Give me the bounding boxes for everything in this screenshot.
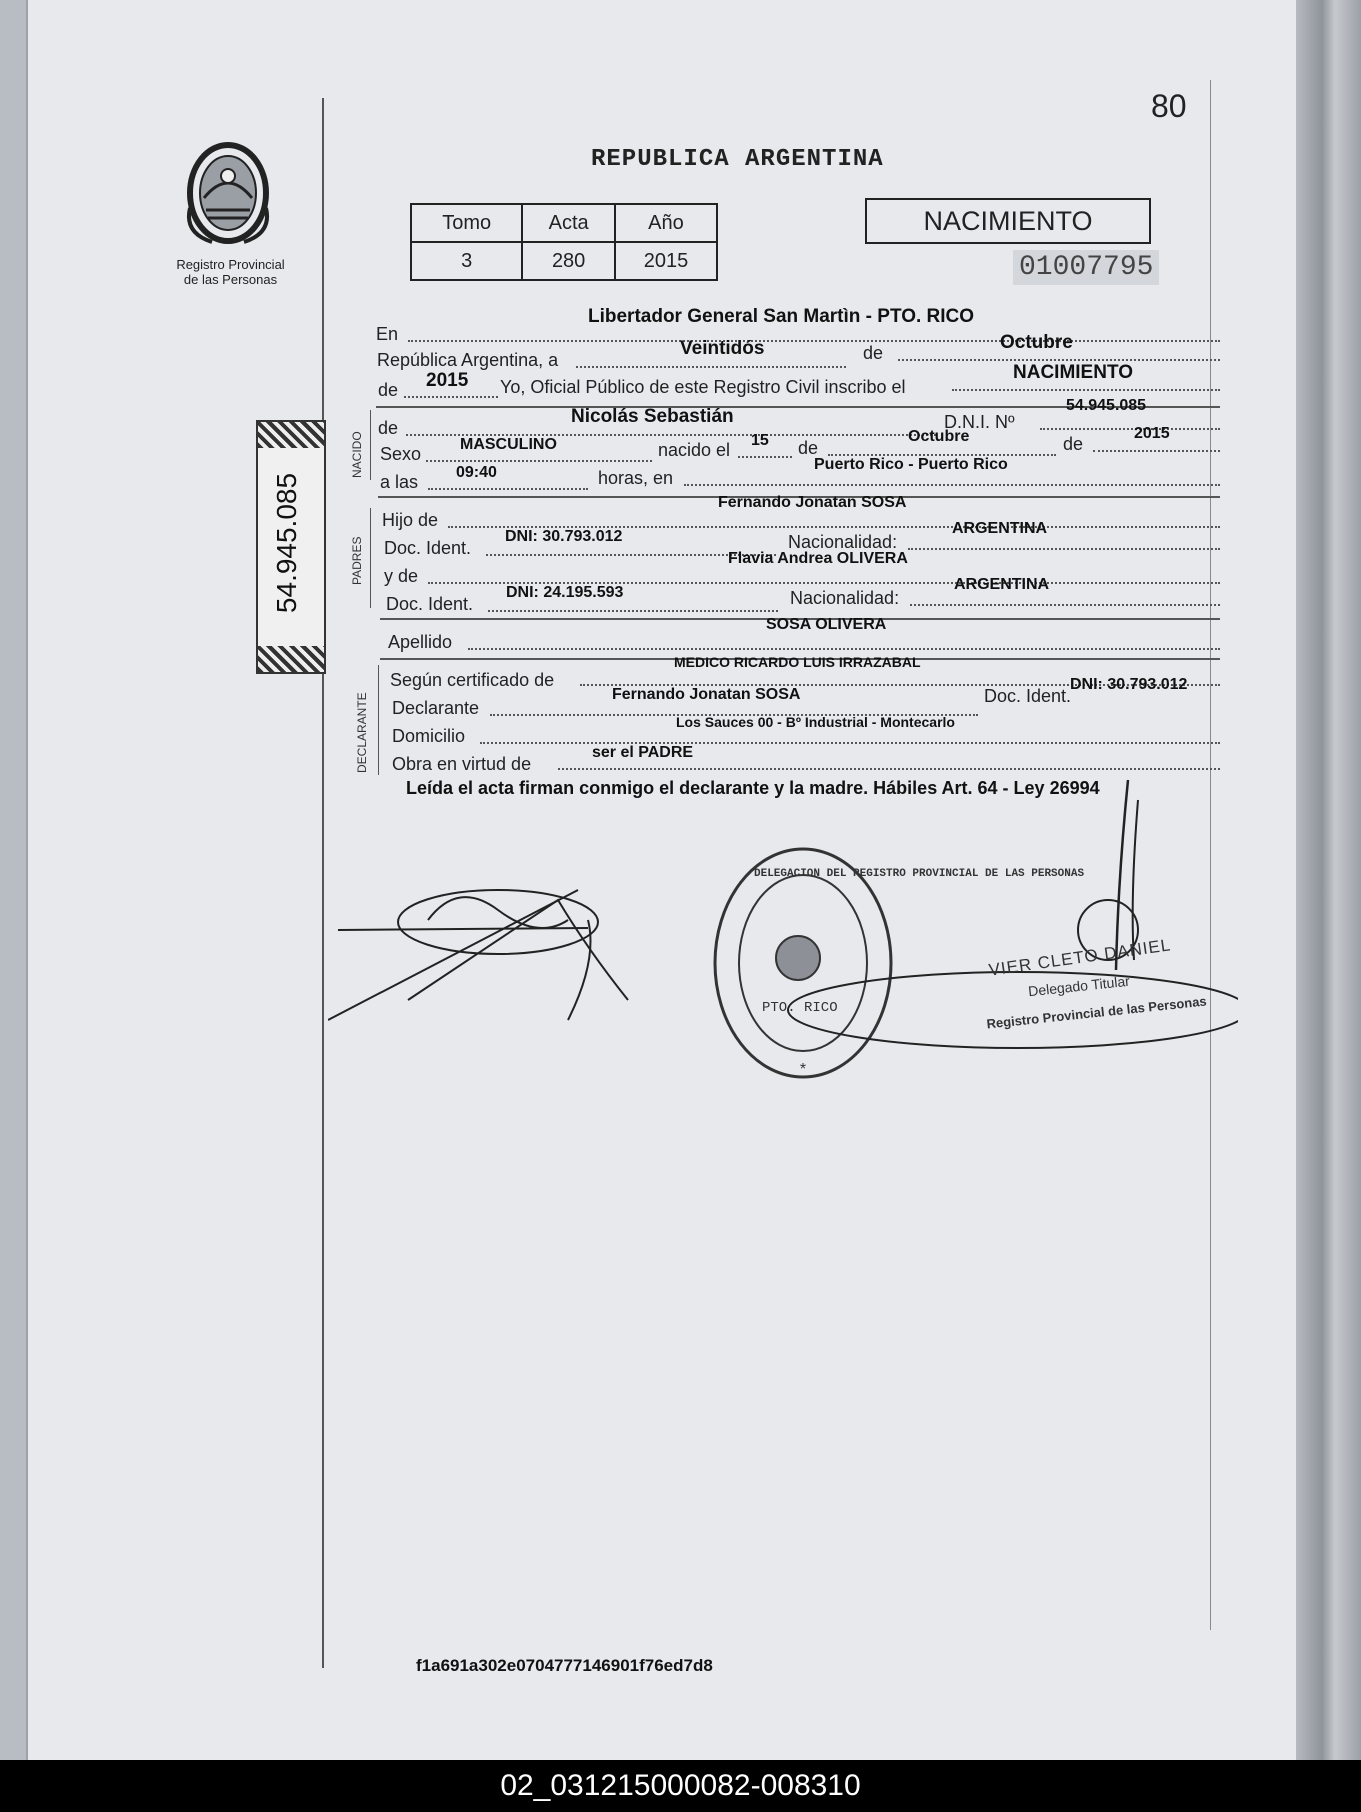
fill-line <box>1040 428 1220 430</box>
label-doc-ident-1: Doc. Ident. <box>384 538 472 558</box>
section-label-padres: PADRES <box>350 536 364 585</box>
province-coat-of-arms-icon <box>182 138 274 248</box>
fill-line <box>480 742 1220 744</box>
value-dia-nac: 15 <box>751 432 769 449</box>
value-lugar: Libertador General San Martìn - PTO. RICO <box>588 306 975 327</box>
fill-line <box>428 488 588 490</box>
fill-line <box>468 648 1220 650</box>
officer-registry: Registro Provincial de las Personas <box>985 993 1208 1032</box>
book-right-edge <box>1296 0 1361 1760</box>
label-republica: República Argentina, a <box>377 350 559 370</box>
book-binding-edge <box>0 0 26 1760</box>
svg-text:*: * <box>799 1061 807 1078</box>
fill-line <box>684 484 1220 486</box>
dni-tag-number: 54.945.085 <box>271 472 302 614</box>
act-type-box: NACIMIENTO <box>865 198 1151 244</box>
document-sheet <box>26 0 1298 1760</box>
margin-line <box>322 98 324 1668</box>
value-madre: Flavia Andrea OLIVERA <box>728 550 908 567</box>
value-lugar-nac: Puerto Rico - Puerto Rico <box>814 456 1008 473</box>
value-obra: ser el PADRE <box>592 744 694 761</box>
document-hash: f1a691a302e0704777146901f76ed7d8 <box>416 1656 713 1675</box>
label-apellido: Apellido <box>388 632 453 652</box>
label-nacido-el: nacido el <box>658 440 731 460</box>
section-bracket <box>370 508 371 608</box>
fill-line <box>908 548 1220 550</box>
label-doc-ident-declarante: Doc. Ident. <box>984 686 1072 706</box>
label-de-anio: de <box>1063 434 1084 454</box>
value-domicilio: Los Sauces 00 - Bº Industrial - Montecarlo <box>676 714 955 730</box>
label-dni-no: D.N.I. Nº <box>944 412 1015 432</box>
label-nacionalidad-2: Nacionalidad: <box>790 588 900 608</box>
label-y-de: y de <box>384 566 419 586</box>
value-dni: 54.945.085 <box>1066 397 1147 414</box>
value-padre-doc: DNI: 30.793.012 <box>505 528 623 545</box>
fill-line <box>426 460 652 462</box>
page-number: 80 <box>1151 88 1187 124</box>
section-label-nacido: NACIDO <box>350 431 364 478</box>
label-doc-ident-2: Doc. Ident. <box>386 594 474 614</box>
label-domicilio: Domicilio <box>392 726 466 746</box>
table-header: Acta <box>522 204 615 242</box>
value-nombre: Nicolás Sebastián <box>571 406 734 427</box>
fill-line <box>1093 450 1220 452</box>
label-declarante: Declarante <box>392 698 480 718</box>
value-mes: Octubre <box>1000 332 1073 353</box>
value-anio: 2015 <box>426 370 469 391</box>
label-yo-oficial: Yo, Oficial Público de este Registro Civil inscribo el <box>500 377 906 397</box>
fill-line <box>952 389 1220 391</box>
value-dia: Veintidós <box>680 338 765 359</box>
label-segun-certificado: Según certificado de <box>390 670 555 690</box>
officer-name: VIER CLETO DANIEL <box>987 935 1173 980</box>
label-de: de <box>863 343 884 363</box>
fill-line <box>576 366 846 368</box>
fill-line <box>408 340 1220 342</box>
serial-number: 01007795 <box>1013 250 1159 285</box>
value-certificado: MEDICO RICARDO LUIS IRRAZABAL <box>674 654 921 670</box>
table-header: Año <box>615 204 717 242</box>
value-acto: NACIMIENTO <box>1013 362 1133 383</box>
document-title: REPUBLICA ARGENTINA <box>591 146 884 173</box>
value-mes-nac: Octubre <box>908 428 970 445</box>
declarant-signature <box>328 860 728 1040</box>
label-de-mes: de <box>798 438 819 458</box>
logo-caption-1: Registro Provincial <box>176 257 285 272</box>
fill-line <box>738 456 792 458</box>
value-madre-nac: ARGENTINA <box>954 576 1050 593</box>
value-hora: 09:40 <box>456 464 497 481</box>
seal-inner-text: PTO. RICO <box>762 1000 838 1016</box>
fill-line <box>910 604 1220 606</box>
label-sexo: Sexo <box>380 444 422 464</box>
province-logo <box>182 138 274 248</box>
logo-caption-2: de las Personas <box>183 272 278 287</box>
value-madre-doc: DNI: 24.195.593 <box>506 584 624 601</box>
section-bracket <box>378 665 379 775</box>
scan-id-bar: 02_031215000082-008310 <box>0 1760 1361 1812</box>
value-declarante: Fernando Jonatan SOSA <box>612 686 801 703</box>
label-hijo-de: Hijo de <box>382 510 439 530</box>
label-de-nacido: de <box>378 418 399 438</box>
label-obra-en-virtud: Obra en virtud de <box>392 754 532 774</box>
label-horas-en: horas, en <box>598 468 674 488</box>
table-cell: 280 <box>522 242 615 280</box>
value-sexo: MASCULINO <box>460 436 557 453</box>
label-nacionalidad-1: Nacionalidad: <box>788 532 898 552</box>
value-padre-nac: ARGENTINA <box>952 520 1048 537</box>
label-en: En <box>376 324 399 344</box>
section-bracket <box>370 410 371 480</box>
label-a-las: a las <box>380 472 419 492</box>
value-anio-nac: 2015 <box>1134 425 1170 442</box>
label-de2: de <box>378 380 399 400</box>
officer-role: Delegado Titular <box>1027 972 1131 1000</box>
seal-text: DELEGACION DEL REGISTRO PROVINCIAL DE LAS PERSONAS <box>754 868 1085 880</box>
table-cell: 2015 <box>615 242 717 280</box>
fill-line <box>898 359 1220 361</box>
value-padre: Fernando Jonatan SOSA <box>718 494 907 511</box>
record-table <box>410 203 718 281</box>
fill-line <box>404 396 498 398</box>
table-header: Tomo <box>411 204 522 242</box>
section-label-declarante: DECLARANTE <box>355 692 369 773</box>
closing-text: Leída el acta firman conmigo el declarante y la madre. Hábiles Art. 64 - Ley 26994 <box>406 778 1100 798</box>
table-cell: 3 <box>411 242 522 280</box>
value-declarante-doc: DNI: 30.793.012 <box>1070 676 1188 693</box>
fill-line <box>488 610 778 612</box>
value-apellido: SOSA OLIVERA <box>766 616 887 633</box>
